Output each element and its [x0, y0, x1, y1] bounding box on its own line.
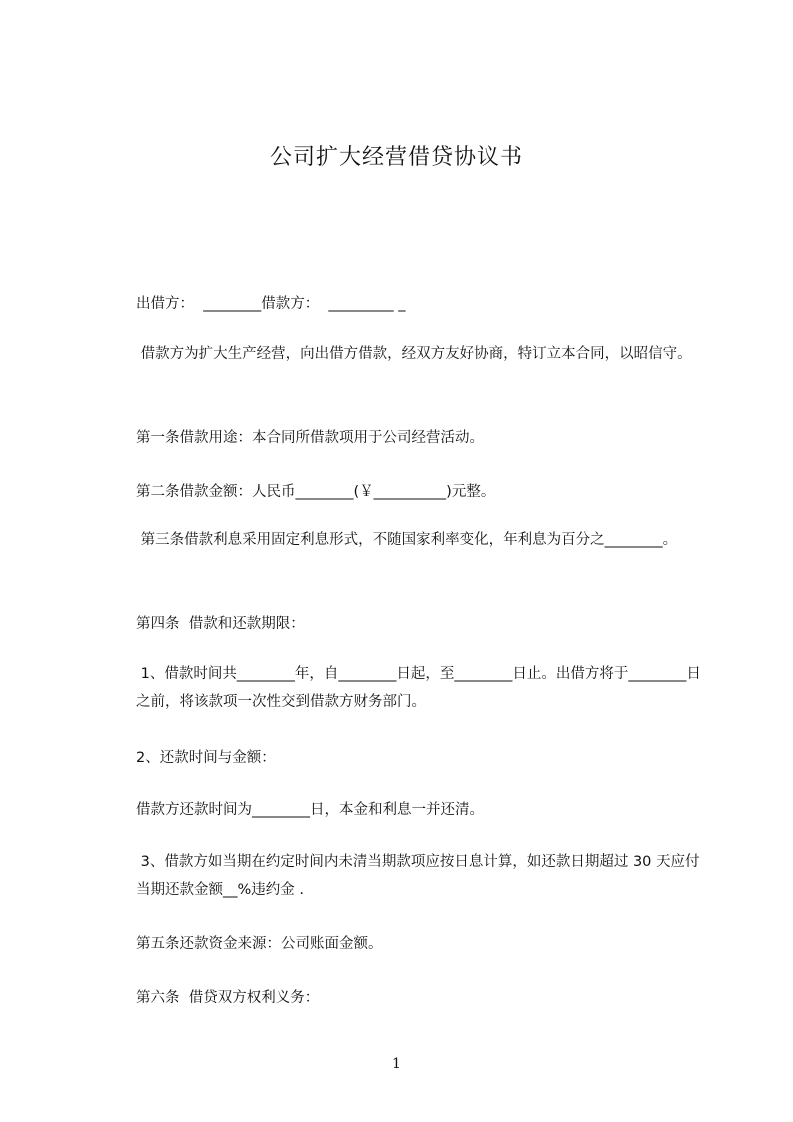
article-5: 第五条还款资金来源：公司账面金额。 [136, 936, 383, 952]
parties-line: 出借方： ________借款方： _________ _ [136, 296, 406, 312]
article-2: 第二条借款金额：人民币________(￥__________)元整。 [136, 484, 496, 500]
article-3: 第三条借款利息采用固定利息形式，不随国家利率变化，年利息为百分之________。 [136, 532, 678, 548]
article-4-heading: 第四条 借款和还款期限： [136, 616, 305, 632]
repayment-line: 借款方还款时间为________日，本金和利息一并还清。 [136, 802, 484, 818]
article-1: 第一条借款用途：本合同所借款项用于公司经营活动。 [136, 430, 484, 446]
document-title: 公司扩大经营借贷协议书 [269, 145, 523, 170]
intro-paragraph: 借款方为扩大生产经营，向出借方借款，经双方友好协商，特订立本合同，以昭信守。 [136, 346, 692, 362]
article-4-item-2: 2、还款时间与金额： [136, 750, 276, 766]
page-number: 1 [392, 1056, 401, 1072]
article-4-item-3: 3、借款方如当期在约定时间内未清当期款项应按日息计算，如还款日期超过 30 天应付当期还款金额__%违约金 . [136, 854, 700, 898]
article-4-item-1: 1、借款时间共________年，自________日起，至________日止。出借方将于________日之前，将该款项一次性交到借款方财务部门。 [136, 666, 701, 710]
article-6-heading: 第六条 借贷双方权利义务： [136, 990, 320, 1006]
